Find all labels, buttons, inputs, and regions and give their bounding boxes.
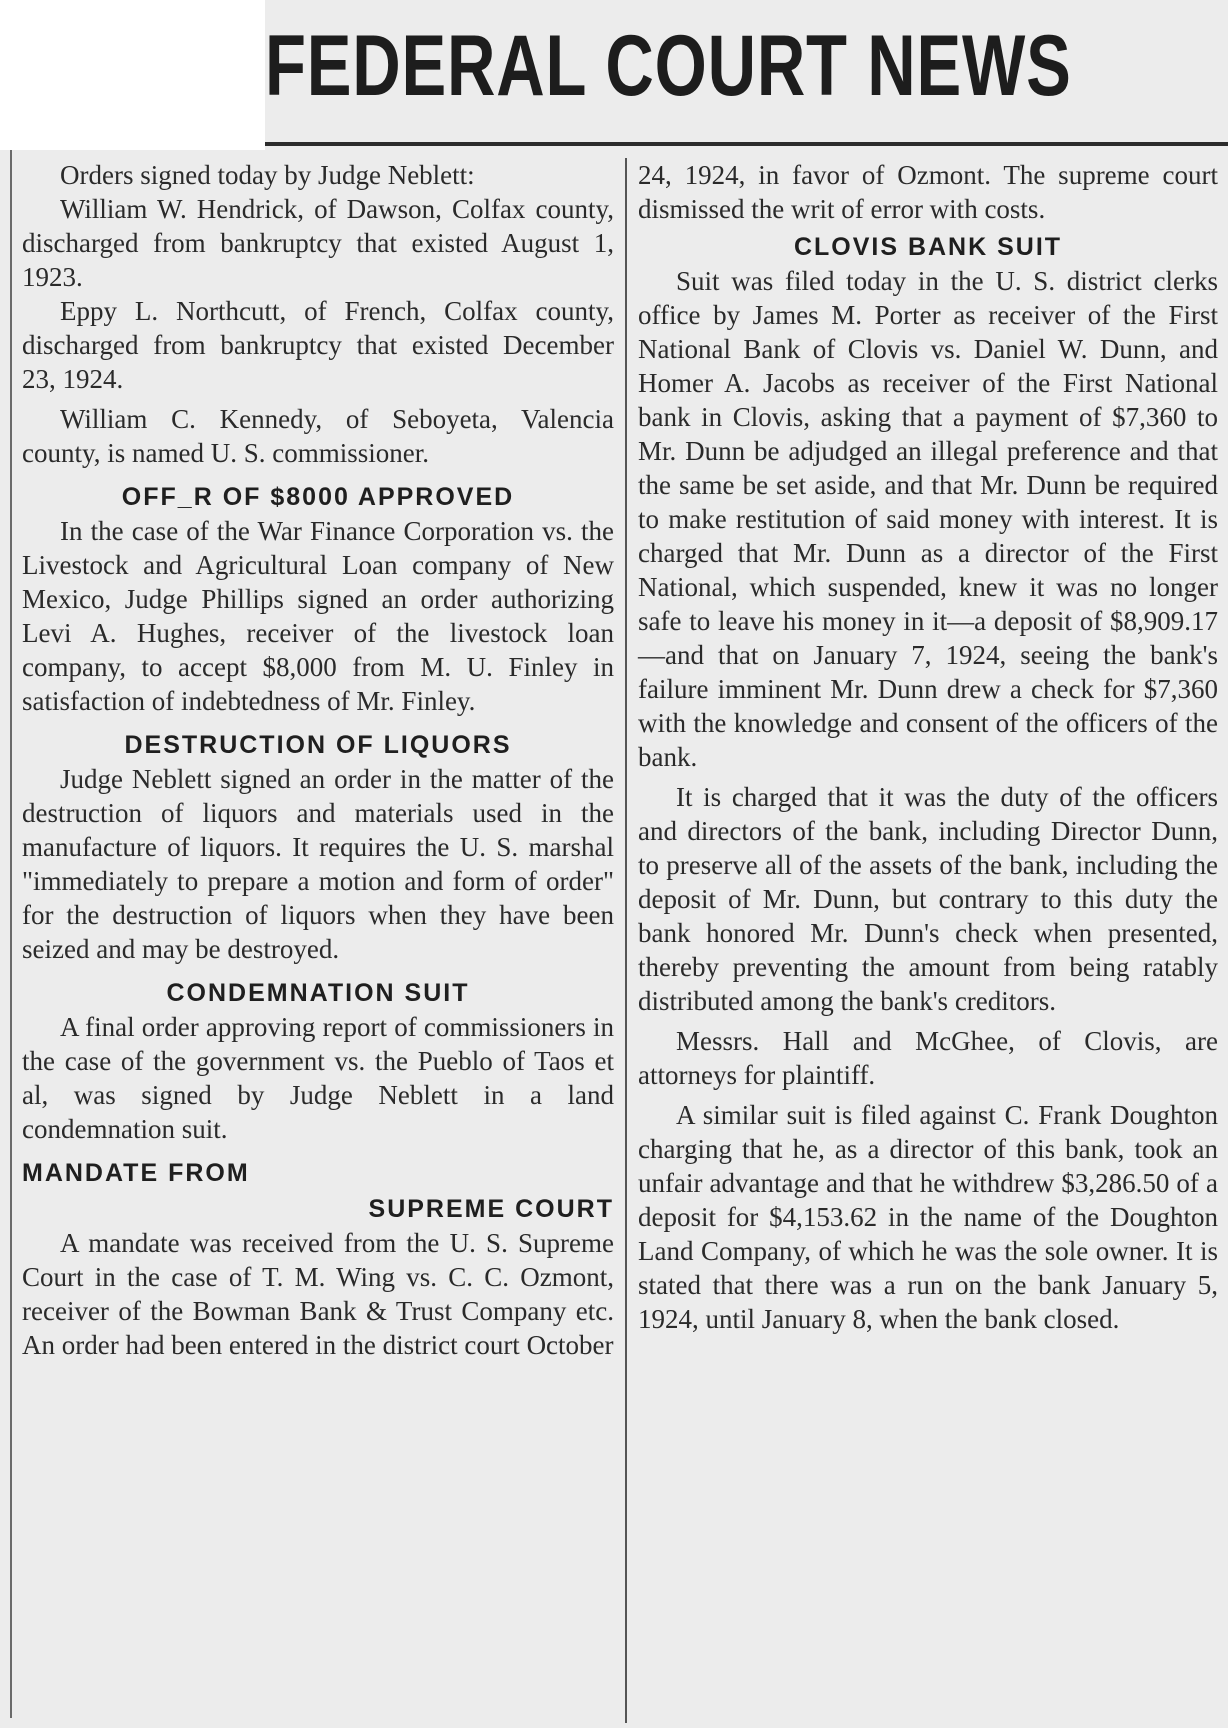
masthead-title: FEDERAL COURT NEWS — [265, 18, 1072, 114]
clovis-paragraph-2: It is charged that it was the duty of the officers and directors of the bank, including Director Dunn, to preserve all of the assets of the bank, including the deposit of Mr. Dunn, but contrary to this duty the bank honored Mr. Dunn's check when presented, thereby preventing the amount from being ratably distributed among the bank's creditors. — [638, 782, 1218, 1016]
mandate-headline-line1: MANDATE FROM — [22, 1159, 250, 1187]
clipping-cutout — [0, 0, 265, 150]
masthead-rule — [265, 142, 1228, 146]
left-column — [22, 158, 614, 1362]
kennedy-paragraph: William C. Kennedy, of Seboyeta, Valencia county, is named U. S. commissioner. — [22, 404, 614, 468]
clovis-paragraph-4: A similar suit is filed against C. Frank Doughton charging that he, as a director of this bank, took an unfair advantage and that he withdrew $3,286.50 of a deposit for $4,153.62 in the name of the Doughton Land Company, of which he was the sole owner. It is stated that there was a run on the bank January 5, 1924, until January 8, when the bank closed. — [638, 1100, 1218, 1334]
liquors-headline: DESTRUCTION OF LIQUORS — [124, 731, 512, 759]
right-column — [638, 158, 1218, 1336]
condemnation-headline: CONDEMNATION SUIT — [166, 979, 470, 1007]
mandate-continued-paragraph: 24, 1924, in favor of Ozmont. The supreme court dismissed the writ of error with costs. — [638, 160, 1218, 224]
condemnation-paragraph: A final order approving report of commissioners in the case of the government vs. the Pueblo of Taos et al, was signed by Judge Neblett in a land condemnation suit. — [22, 1012, 614, 1144]
clovis-paragraph-3: Messrs. Hall and McGhee, of Clovis, are attorneys for plaintiff. — [638, 1026, 1218, 1090]
clovis-paragraph-1: Suit was filed today in the U. S. district clerks office by James M. Porter as receiver of the First National Bank of Clovis vs. Daniel W. Dunn, and Homer A. Jacobs as receiver of the First National bank in Clovis, asking that a payment of $7,360 to Mr. Dunn be adjudged an illegal preference and that the same be set aside, and that Mr. Dunn be required to make restitution of said money with interest. It is charged that Mr. Dunn as a director of the First National, which suspended, knew it was no longer safe to leave his money in it—a deposit of $8,909.17—and that on January 7, 1924, seeing the bank's failure imminent Mr. Dunn drew a check for $7,360 with the knowledge and consent of the officers of the bank. — [638, 266, 1218, 772]
northcutt-paragraph: Eppy L. Northcutt, of French, Colfax county, discharged from bankruptcy that existed December 23, 1924. — [22, 296, 614, 394]
offer-headline: OFF_R OF $8000 APPROVED — [121, 483, 515, 511]
intro-paragraph: Orders signed today by Judge Neblett: — [60, 160, 475, 190]
clovis-headline: CLOVIS BANK SUIT — [793, 233, 1063, 261]
liquors-paragraph: Judge Neblett signed an order in the matter of the destruction of liquors and materials used in the manufacture of liquors. It requires the U. S. marshal "immediately to prepare a motion and form of order" for the destruction of liquors when they have been seized and may be destroyed. — [22, 764, 614, 964]
left-border-rule — [10, 150, 12, 1718]
mandate-paragraph: A mandate was received from the U. S. Supreme Court in the case of T. M. Wing vs. C. C. Ozmont, receiver of the Bowman Bank & Trust Company etc. An order had been entered in the district court October — [22, 1228, 614, 1360]
offer-paragraph: In the case of the War Finance Corporation vs. the Livestock and Agricultural Loan company of New Mexico, Judge Phillips signed an order authorizing Levi A. Hughes, receiver of the livestock loan company, to accept $8,000 from M. U. Finley in satisfaction of indebtedness of Mr. Finley. — [22, 516, 614, 716]
mandate-headline-line2: SUPREME COURT — [368, 1195, 614, 1223]
hendrick-paragraph: William W. Hendrick, of Dawson, Colfax county, discharged from bankruptcy that existed August 1, 1923. — [22, 194, 614, 292]
column-divider — [625, 158, 627, 1723]
